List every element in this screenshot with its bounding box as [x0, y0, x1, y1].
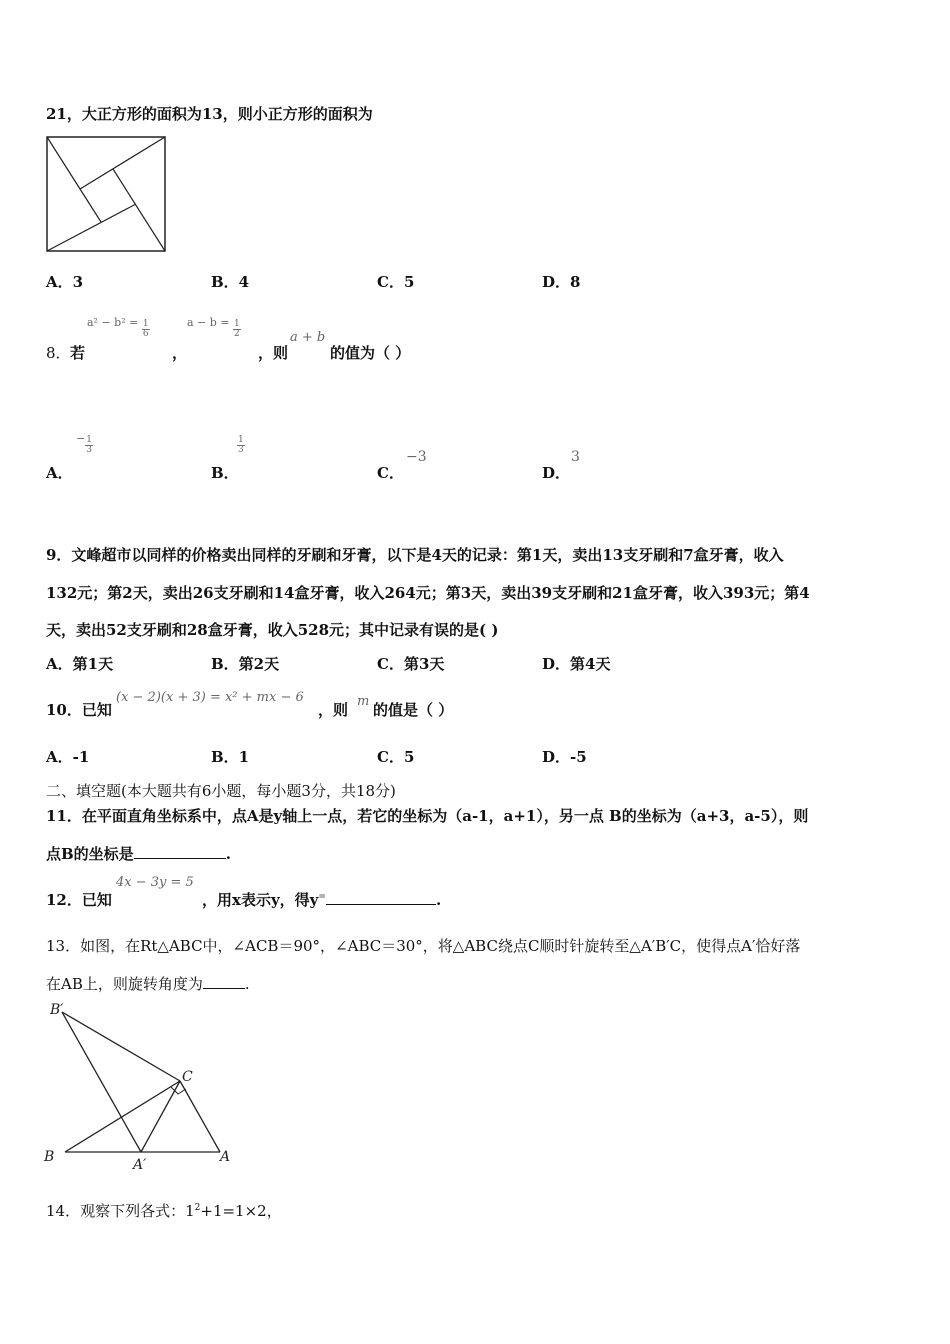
q9-line-3: 天，卖出52支牙刷和28盒牙膏，收入528元；其中记录有误的是( ) — [46, 621, 499, 639]
q12-text-1: 12．已知 — [46, 891, 112, 909]
q8-choice-a-label: A． — [46, 464, 73, 482]
q10-text-2: ，则 — [318, 701, 349, 719]
q8-expr: a + b — [290, 330, 326, 345]
q8-text-3: ，则 — [258, 344, 289, 362]
fig-line-2 — [80, 137, 165, 189]
q11-line-2: 点B的坐标是 . — [46, 845, 231, 863]
q21-text: 21，大正方形的面积为13，则小正方形的面积为 — [46, 105, 373, 123]
q12-text-2: ，用x表示y，得y= . — [202, 891, 442, 909]
q8-choice-b-label: B． — [211, 464, 239, 482]
q9-choice-a: A．第1天 — [46, 655, 114, 673]
q12-answer-blank[interactable] — [326, 892, 436, 905]
q8-text-4: 的值为（ ） — [330, 344, 411, 362]
q10-equation: (x − 2)(x + 3) = x² + mx − 6 — [116, 690, 304, 705]
q9-line-1: 9．文峰超市以同样的价格卖出同样的牙刷和牙膏，以下是4天的记录：第1天，卖出13支牙刷和7盒牙膏，收入 — [46, 546, 784, 564]
fig-segment-ca — [180, 1081, 220, 1152]
fig-segment-bpap — [62, 1012, 141, 1152]
fig-label-ap: A′ — [133, 1157, 147, 1173]
q9-choice-d: D．第4天 — [542, 655, 611, 673]
q21-choice-b: B．4 — [211, 273, 250, 291]
q21-choice-a: A．3 — [46, 273, 84, 291]
fig-line-1 — [47, 137, 101, 222]
q13-answer-blank[interactable] — [203, 976, 245, 989]
q11-line-1: 11．在平面直角坐标系中，点A是y轴上一点，若它的坐标为（a-1，a+1），另一点 B的坐标为（a+3，a-5），则 — [46, 807, 809, 825]
q8-text-2: ， — [172, 344, 188, 362]
q9-choice-c: C．第3天 — [377, 655, 445, 673]
fig-label-bp: B′ — [50, 1002, 64, 1018]
q8-choice-c-label: C． — [377, 464, 404, 482]
q21-choice-c: C．5 — [377, 273, 415, 291]
q10-choice-b: B．1 — [211, 748, 250, 766]
q13-line-2: 在AB上，则旋转角度为 . — [46, 975, 250, 993]
fig-segment-apc — [141, 1081, 180, 1152]
q10-choice-d: D．-5 — [542, 748, 587, 766]
q10-choice-a: A．-1 — [46, 748, 90, 766]
q10-text-3: 的值是（ ） — [373, 701, 454, 719]
q10-m: m — [357, 694, 370, 709]
q12-equation: 4x − 3y = 5 — [116, 875, 194, 890]
fig-line-4 — [47, 204, 136, 251]
q21-choice-d: D．8 — [542, 273, 581, 291]
q9-choice-b: B．第2天 — [211, 655, 280, 673]
q10-text-1: 10．已知 — [46, 701, 112, 719]
q13-figure — [40, 998, 240, 1176]
q8-choice-b-value: $\frac{1}{3}$ — [238, 435, 244, 455]
q10-choice-c: C．5 — [377, 748, 415, 766]
q8-num: 8． — [46, 344, 71, 362]
q8-choice-a-value: − $\frac{1}{3}$ — [76, 432, 92, 455]
q21-figure — [46, 136, 168, 254]
q8-choice-d-value: 3 — [571, 449, 580, 465]
big-square — [47, 137, 165, 251]
q8-eq2: a − b = $\frac{1}{2}$ — [187, 316, 240, 339]
fig-label-c: C — [182, 1069, 193, 1085]
fig-segment-bc — [65, 1081, 180, 1152]
fig-label-a: A — [220, 1149, 231, 1165]
q8-choice-c-value: −3 — [406, 449, 427, 465]
q8-choice-d-label: D． — [542, 464, 571, 482]
q8-eq1: a² − b² = $\frac{1}{6}$ — [87, 316, 149, 339]
q9-line-2: 132元；第2天，卖出26支牙刷和14盒牙膏，收入264元；第3天，卖出39支牙刷和21盒牙膏，收入393元；第4 — [46, 584, 810, 602]
q14-text: 14．观察下列各式：$1^2+1=1\times 2$， — [46, 1202, 282, 1220]
q11-answer-blank[interactable] — [134, 846, 226, 859]
section-heading: 二、填空题(本大题共有6小题，每小题3分，共18分) — [46, 782, 396, 800]
q8-text-1: 若 — [70, 344, 86, 362]
q13-line-1: 13．如图，在Rt△ABC中，∠ACB＝90°，∠ABC＝30°，将△ABC绕点C顺时针旋转至△A′B′C，使得点A′恰好落 — [46, 937, 801, 955]
fig-line-3 — [113, 169, 165, 251]
fig-label-b: B — [44, 1149, 55, 1165]
fig-segment-bpc — [62, 1012, 180, 1081]
